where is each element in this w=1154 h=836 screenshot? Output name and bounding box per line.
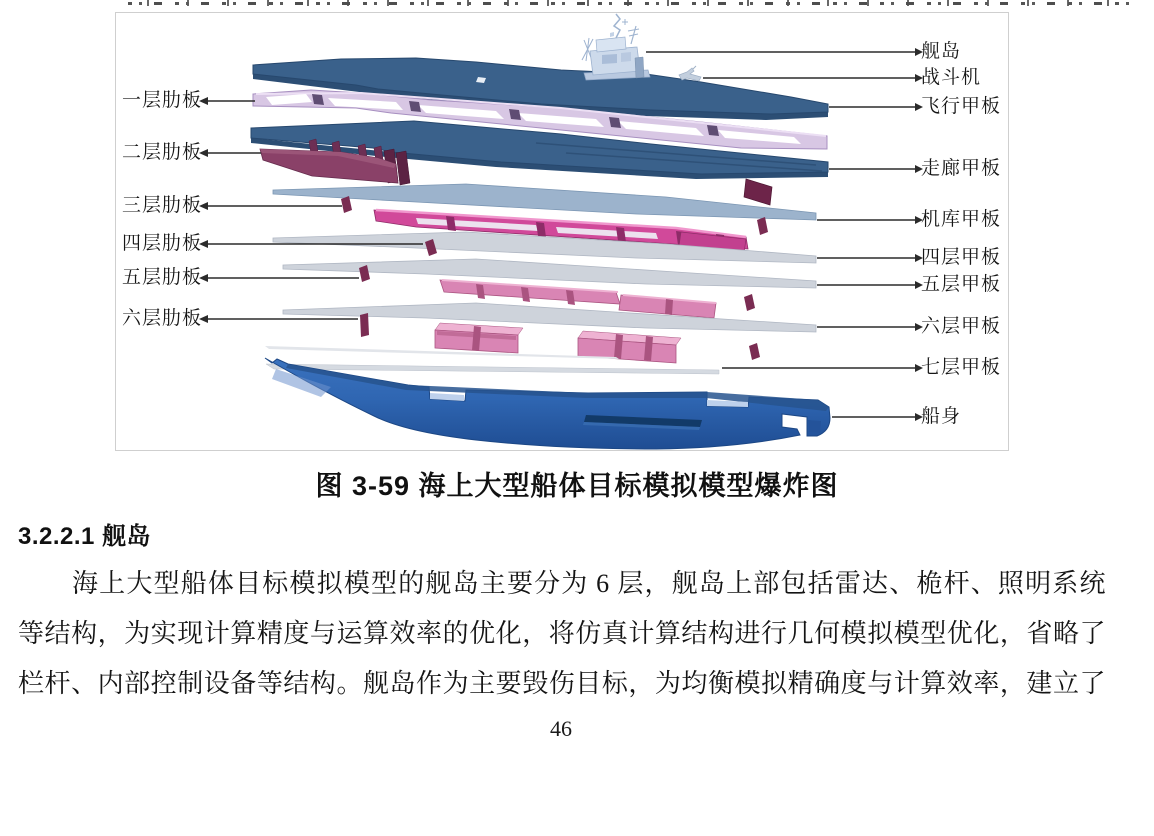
rib-4-label: 四层肋板: [122, 233, 203, 254]
paragraph-line: 海上大型船体目标模拟模型的舰岛主要分为 6 层，舰岛上部包括雷达、桅杆、照明系统: [72, 569, 1106, 598]
hangar-deck-shape: [273, 184, 816, 220]
paragraph-line: 等结构，为实现计算精度与运算效率的优化，将仿真计算结构进行几何模拟模型优化，省略了: [18, 619, 1106, 648]
deck-7-label: 七层甲板: [921, 357, 1002, 378]
ship-exploded-diagram: [116, 13, 1008, 450]
figure-box: [115, 12, 1009, 451]
rib-5-label: 五层肋板: [122, 267, 203, 288]
deck-5-label: 五层甲板: [921, 274, 1002, 295]
figure-caption: 图 3-59 海上大型船体目标模拟模型爆炸图: [315, 471, 839, 501]
fighter-label: 战斗机: [921, 67, 982, 88]
rib-3-label: 三层肋板: [122, 195, 203, 216]
hull-label: 船身: [921, 406, 962, 427]
rib-1-label: 一层肋板: [122, 90, 203, 111]
deck-6-label: 六层甲板: [921, 316, 1002, 337]
cropped-text-line: [128, 0, 1138, 6]
flight-deck-label: 飞行甲板: [921, 96, 1002, 117]
island-label: 舰岛: [921, 41, 962, 62]
rib-plate-shape: [744, 179, 772, 205]
fighter-jet-shape: [679, 66, 701, 81]
rib-6-label: 六层肋板: [122, 308, 203, 329]
page-number: 46: [550, 716, 572, 741]
island-shape: [582, 14, 650, 80]
paragraph-line: 栏杆、内部控制设备等结构。舰岛作为主要毁伤目标，为均衡模拟精确度与计算效率，建立了: [18, 669, 1106, 698]
rib-2-label: 二层肋板: [122, 142, 203, 163]
corridor-deck-label: 走廊甲板: [921, 158, 1002, 179]
hangar-deck-label: 机库甲板: [921, 209, 1002, 230]
deck-4-label: 四层甲板: [921, 247, 1002, 268]
section-heading: 3.2.2.1 舰岛: [18, 523, 152, 550]
